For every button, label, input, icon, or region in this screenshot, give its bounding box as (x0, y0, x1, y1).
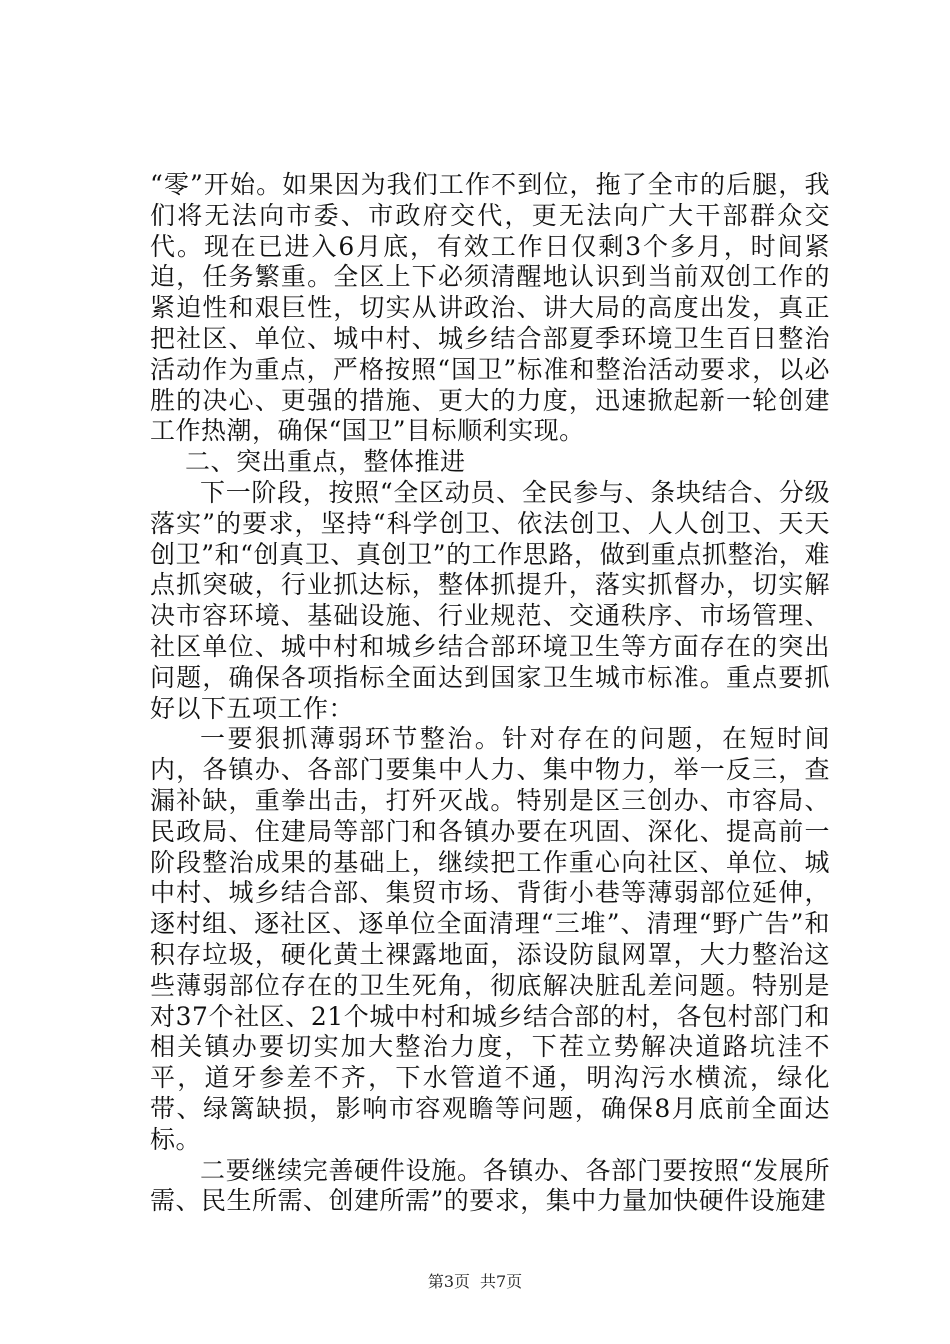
page-number: 第3页 (427, 1272, 470, 1291)
paragraph-item-one: 一要狠抓薄弱环节整治。针对存在的问题，在短时间内，各镇办、各部门要集中人力、集中物力，举一反三，查漏补缺，重拳出击，打歼灭战。特别是区三创办、市容局、民政局、住建局等部门和各镇办要在巩固、深化、提高前一阶段整治成果的基础上，继续把工作重心向社区、单位、城中村、城乡结合部、集贸市场、背街小巷等薄弱部位延伸，逐村组、逐社区、逐单位全面清理“三堆”、清理“野广告”和积存垃圾，硬化黄土裸露地面，添设防鼠网罩，大力整治这些薄弱部位存在的卫生死角，彻底解决脏乱差问题。特别是对37个社区、21个城中村和城乡结合部的村，各包村部门和相关镇办要切实加大整治力度，下茬立势解决道路坑洼不平，道牙参差不齐，下水管道不通，明沟污水横流，绿化带、绿篱缺损，影响市容观瞻等问题，确保8月底前全面达标。 (150, 724, 830, 1154)
section-heading: 二、突出重点，整体推进 (185, 447, 466, 477)
page-total: 共7页 (480, 1272, 523, 1291)
page-footer (0, 1272, 950, 1292)
document-body (150, 170, 830, 1217)
paragraph-intro-continuation: “零”开始。如果因为我们工作不到位，拖了全市的后腿，我们将无法向市委、市政府交代，更无法向广大干部群众交代。现在已进入6月底，有效工作日仅剩3个多月，时间紧迫，任务繁重。全区上下必须清醒地认识到当前双创工作的紧迫性和艰巨性，切实从讲政治、讲大局的高度出发，真正把社区、单位、城中村、城乡结合部夏季环境卫生百日整治活动作为重点，严格按照“国卫”标准和整治活动要求，以必胜的决心、更强的措施、更大的力度，迅速掀起新一轮创建工作热潮，确保“国卫”目标顺利实现。 (150, 170, 830, 446)
paragraph-next-stage: 下一阶段，按照“全区动员、全民参与、条块结合、分级落实”的要求，坚持“科学创卫、依法创卫、人人创卫、天天创卫”和“创真卫、真创卫”的工作思路，做到重点抓整治，难点抓突破，行业抓达标，整体抓提升，落实抓督办，切实解决市容环境、基础设施、行业规范、交通秩序、市场管理、社区单位、城中村和城乡结合部环境卫生等方面存在的突出问题，确保各项指标全面达到国家卫生城市标准。重点要抓好以下五项工作： (150, 477, 830, 723)
paragraph-item-two: 二要继续完善硬件设施。各镇办、各部门要按照“发展所需、民生所需、创建所需”的要求，集中力量加快硬件设施建 (150, 1155, 830, 1216)
